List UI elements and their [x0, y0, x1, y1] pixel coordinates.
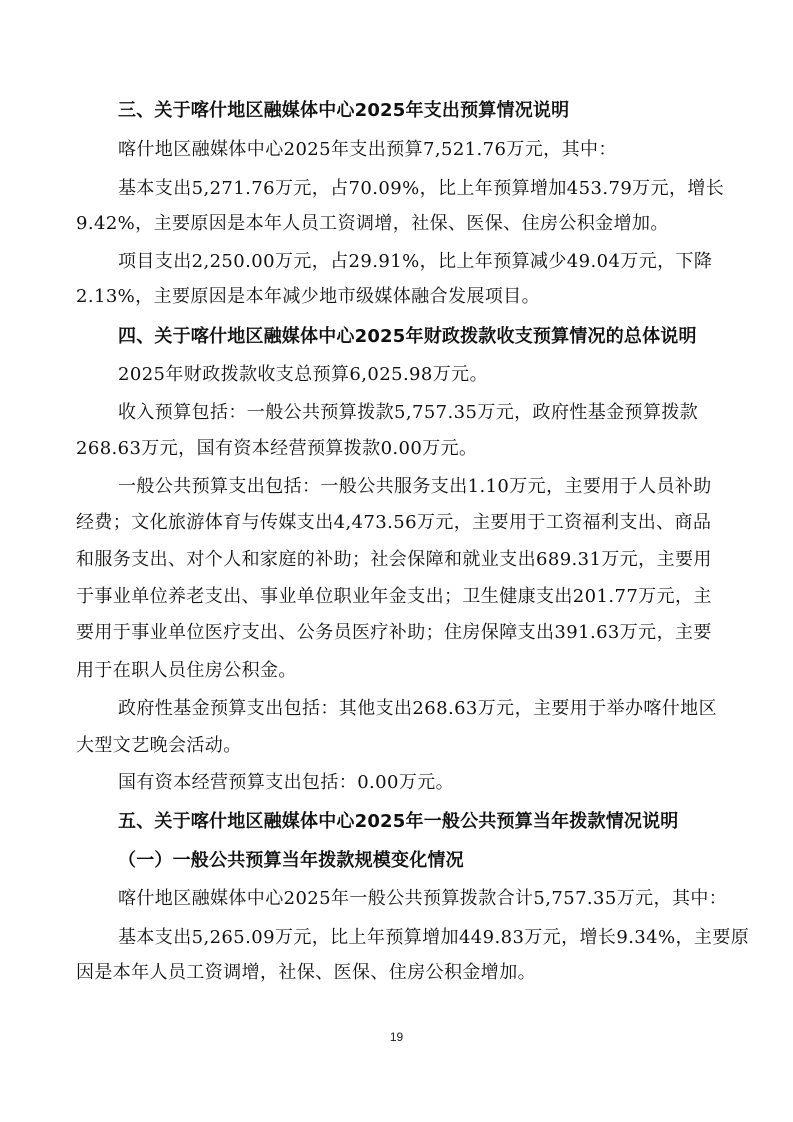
paragraph-line: 2.13%，主要原因是本年减少地市级媒体融合发展项目。: [76, 286, 540, 307]
paragraph-line: 国有资本经营预算支出包括：0.00万元。: [118, 772, 455, 793]
section-heading: 四、关于喀什地区融媒体中心2025年财政拨款收支预算情况的总体说明: [118, 326, 697, 347]
page-number: 19: [389, 1030, 404, 1044]
paragraph-line: 基本支出5,271.76万元，占70.09%，比上年预算增加453.79万元，增长: [118, 178, 725, 199]
paragraph-line: 因是本年人员工资调增，社保、医保、住房公积金增加。: [76, 962, 536, 983]
subsection-heading: （一）一般公共预算当年拨款规模变化情况: [118, 850, 464, 871]
paragraph-line: 要用于事业单位医疗支出、公务员医疗补助；住房保障支出391.63万元，主要: [76, 622, 712, 643]
paragraph-line: 大型文艺晚会活动。: [76, 735, 242, 756]
section-heading: 五、关于喀什地区融媒体中心2025年一般公共预算当年拨款情况说明: [118, 811, 679, 832]
section-heading: 三、关于喀什地区融媒体中心2025年支出预算情况说明: [118, 100, 570, 121]
paragraph-line: 268.63万元，国有资本经营预算拨款0.00万元。: [76, 438, 478, 459]
paragraph-line: 政府性基金预算支出包括：其他支出268.63万元，主要用于举办喀什地区: [118, 698, 717, 719]
paragraph-line: 基本支出5,265.09万元，比上年预算增加449.83万元，增长9.34%，主要原: [118, 927, 750, 948]
paragraph-line: 2025年财政拨款收支总预算6,025.98万元。: [118, 364, 488, 385]
paragraph-line: 喀什地区融媒体中心2025年一般公共预算拨款合计5,757.35万元，其中：: [118, 888, 728, 909]
paragraph-line: 一般公共预算支出包括：一般公共服务支出1.10万元，主要用于人员补助: [118, 476, 712, 497]
paragraph-line: 用于在职人员住房公积金。: [76, 660, 297, 681]
paragraph-line: 经费；文化旅游体育与传媒支出4,473.56万元，主要用于工资福利支出、商品: [76, 512, 712, 533]
paragraph-line: 和服务支出、对个人和家庭的补助；社会保障和就业支出689.31万元，主要用: [76, 549, 712, 570]
paragraph-line: 收入预算包括：一般公共预算拨款5,757.35万元，政府性基金预算拨款: [118, 402, 699, 423]
paragraph-line: 9.42%，主要原因是本年人员工资调增，社保、医保、住房公积金增加。: [76, 213, 669, 234]
paragraph-line: 喀什地区融媒体中心2025年支出预算7,521.76万元，其中：: [118, 139, 617, 160]
paragraph-line: 项目支出2,250.00万元，占29.91%，比上年预算减少49.04万元，下降: [118, 251, 713, 272]
paragraph-line: 于事业单位养老支出、事业单位职业年金支出；卫生健康支出201.77万元，主: [76, 586, 712, 607]
